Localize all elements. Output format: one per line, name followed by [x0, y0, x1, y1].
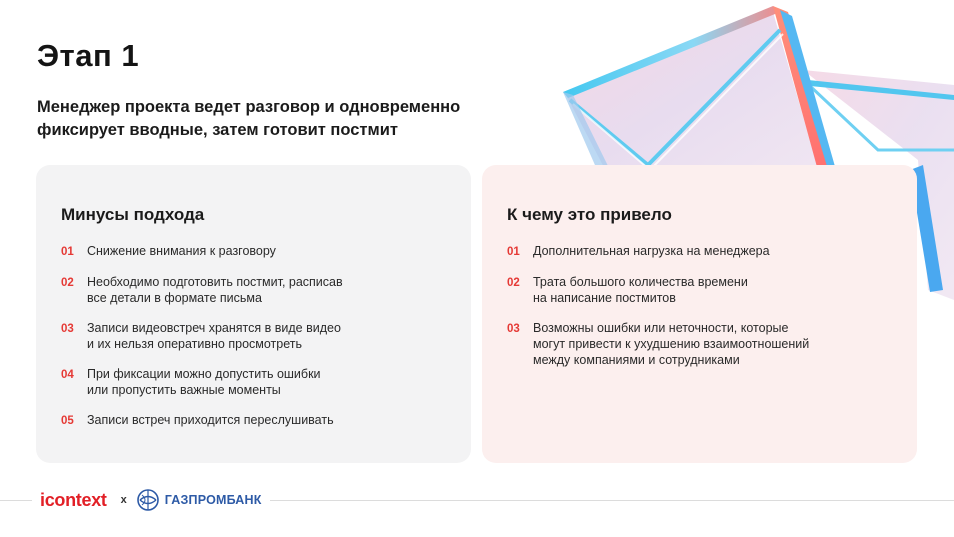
- item-text: Записи видеовстреч хранятся в виде видео и их нельзя оперативно просмотреть: [87, 321, 341, 351]
- item-number: 03: [507, 323, 520, 335]
- front-envelope-shape: [563, 6, 836, 178]
- list-item: [61, 320, 447, 352]
- item-number: 01: [61, 246, 74, 258]
- item-text: Дополнительная нагрузка на менеджера: [533, 244, 770, 258]
- item-number: 04: [61, 369, 74, 381]
- list-item: [507, 274, 893, 306]
- list-item: [61, 274, 447, 306]
- footer-logos: [32, 486, 270, 514]
- item-number: 05: [61, 415, 74, 427]
- list-item: [507, 320, 893, 368]
- slide-title: Этап 1: [37, 38, 140, 73]
- disadvantages-card: [36, 165, 471, 463]
- item-number: 03: [61, 323, 74, 335]
- item-number: 02: [507, 277, 520, 289]
- list-item: [507, 243, 893, 260]
- list-item: [61, 412, 447, 429]
- gazprombank-logo-text: ГАЗПРОМБАНК: [164, 493, 262, 507]
- gazprombank-logo-icon: [137, 489, 159, 511]
- list-item: [61, 243, 447, 260]
- consequences-heading: К чему это привело: [507, 205, 672, 224]
- item-text: Трата большого количества времени на написание постмитов: [533, 275, 748, 305]
- slide-subtitle: Менеджер проекта ведет разговор и одновременно фиксирует вводные, затем готовит постмит: [37, 98, 461, 139]
- logo-separator: x: [120, 494, 127, 506]
- list-item: [61, 366, 447, 398]
- disadvantages-heading: Минусы подхода: [61, 205, 205, 224]
- item-text: Записи встреч приходится переслушивать: [87, 413, 334, 427]
- item-number: 01: [507, 246, 520, 258]
- item-text: При фиксации можно допустить ошибки или пропустить важные моменты: [87, 367, 321, 397]
- consequences-card: [482, 165, 917, 463]
- item-text: Возможны ошибки или неточности, которые могут привести к ухудшению взаимоотношений между компаниями и сотрудниками: [533, 321, 810, 367]
- icontext-logo: icontext: [40, 489, 107, 510]
- item-text: Необходимо подготовить постмит, расписав все детали в формате письма: [87, 275, 343, 305]
- item-text: Снижение внимания к разговору: [87, 244, 276, 258]
- item-number: 02: [61, 277, 74, 289]
